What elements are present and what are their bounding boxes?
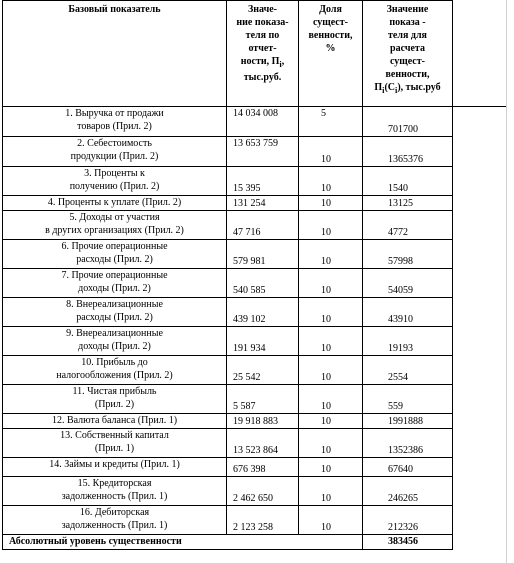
share-cell: 10 [299, 298, 363, 327]
empty-cell [453, 385, 507, 414]
table-row [3, 327, 507, 356]
total-label: Абсолютный уровень существенности [3, 535, 363, 550]
empty-cell [453, 414, 507, 429]
calc-value-cell: 246265 [363, 477, 453, 506]
indicator-name-line: продукции (Прил. 2) [70, 151, 159, 162]
header-empty [453, 1, 507, 107]
share-cell: 10 [299, 458, 363, 477]
indicator-name-line: 9. Внереализационные [66, 328, 163, 339]
indicator-name-line: (Прил. 1) [94, 443, 135, 454]
total-row [3, 535, 507, 550]
report-value-cell: 191 934 [227, 327, 299, 356]
empty-cell [453, 458, 507, 477]
indicator-name-cell [3, 240, 227, 269]
indicator-name-line: 12. Валюта баланса (Прил. 1) [51, 415, 178, 426]
header-row [3, 1, 507, 107]
indicator-name-line: 6. Прочие операционные [61, 241, 168, 252]
indicator-name-line: товаров (Прил. 2) [77, 121, 152, 132]
calc-value-cell: 67640 [363, 458, 453, 477]
indicator-name-line: доходы (Прил. 2) [78, 283, 151, 294]
calc-value-cell: 2554 [363, 356, 453, 385]
indicator-name-cell [3, 196, 227, 211]
materiality-table [2, 0, 507, 550]
report-value-cell: 19 918 883 [227, 414, 299, 429]
empty-cell [453, 356, 507, 385]
report-value-cell: 15 395 [227, 167, 299, 196]
share-cell: 10 [299, 385, 363, 414]
table-row [3, 458, 507, 477]
empty-cell [453, 429, 507, 458]
table-row [3, 137, 507, 167]
share-cell: 10 [299, 356, 363, 385]
sheet-grid-edge [506, 0, 514, 563]
table-row [3, 196, 507, 211]
indicator-name-cell [3, 137, 227, 167]
calc-value-cell: 13125 [363, 196, 453, 211]
indicator-name-line: 4. Проценты к уплате (Прил. 2) [47, 197, 182, 208]
table-row [3, 385, 507, 414]
indicator-name-cell [3, 269, 227, 298]
table-row [3, 477, 507, 506]
indicator-name-cell [3, 477, 227, 506]
indicator-name-cell [3, 327, 227, 356]
share-cell: 10 [299, 429, 363, 458]
indicator-name-line: налогообложения (Прил. 2) [56, 370, 173, 381]
report-value-cell: 540 585 [227, 269, 299, 298]
empty-cell [453, 535, 507, 550]
calc-value-cell: 54059 [363, 269, 453, 298]
indicator-name-line: 16. Дебиторская [79, 507, 150, 518]
calc-value-cell: 43910 [363, 298, 453, 327]
calc-value-cell: 701700 [363, 107, 453, 137]
table-row [3, 240, 507, 269]
empty-cell [453, 107, 507, 137]
indicator-name-cell [3, 211, 227, 240]
report-value-cell: 579 981 [227, 240, 299, 269]
empty-cell [453, 167, 507, 196]
empty-cell [453, 298, 507, 327]
indicator-name-line: 11. Чистая прибыль [72, 386, 157, 397]
indicator-name-line: расходы (Прил. 2) [76, 312, 153, 323]
share-cell: 10 [299, 269, 363, 298]
empty-cell [453, 240, 507, 269]
report-value-cell: 2 462 650 [227, 477, 299, 506]
calc-value-cell: 1365376 [363, 137, 453, 167]
table-row [3, 107, 507, 137]
report-value-cell: 676 398 [227, 458, 299, 477]
report-value-cell: 2 123 258 [227, 506, 299, 535]
table-row [3, 298, 507, 327]
indicator-name-line: 8. Внереализационные [66, 299, 163, 310]
share-cell: 10 [299, 240, 363, 269]
indicator-name-cell [3, 458, 227, 477]
report-value-cell: 14 034 008 [227, 107, 299, 137]
table-row [3, 167, 507, 196]
empty-cell [453, 211, 507, 240]
indicator-name-line: 10. Прибыль до [81, 357, 148, 368]
calc-value-cell: 559 [363, 385, 453, 414]
calc-value-cell: 1352386 [363, 429, 453, 458]
empty-cell [453, 196, 507, 211]
share-cell: 10 [299, 327, 363, 356]
indicator-name-line: 13. Собственный капитал [60, 430, 169, 441]
report-value-cell: 47 716 [227, 211, 299, 240]
indicator-name-cell [3, 429, 227, 458]
indicator-name-line: 2. Себестоимость [77, 138, 152, 149]
share-cell: 10 [299, 477, 363, 506]
calc-value-cell: 1540 [363, 167, 453, 196]
share-cell: 10 [299, 167, 363, 196]
report-value-cell: 13 653 759 [227, 137, 299, 167]
header-report-value: Значе- ние показа- теля по отчет- ности, $П_i$, тыс.руб. [227, 1, 299, 107]
share-cell: 10 [299, 196, 363, 211]
total-value: 383456 [363, 535, 453, 550]
header-base-indicator: Базовый показатель [3, 1, 227, 107]
table-row [3, 269, 507, 298]
indicator-name-line: 15. Кредиторская [77, 478, 152, 489]
indicator-name-line: 7. Прочие операционные [61, 270, 168, 281]
calc-value-cell: 57998 [363, 240, 453, 269]
report-value-cell: 5 587 [227, 385, 299, 414]
indicator-name-line: в других организациях (Прил. 2) [45, 225, 184, 236]
indicator-name-line: задолженность (Прил. 1) [61, 491, 168, 502]
indicator-name-line: задолженность (Прил. 1) [61, 520, 168, 531]
empty-cell [453, 269, 507, 298]
indicator-name-cell [3, 107, 227, 137]
indicator-name-line: получению (Прил. 2) [69, 181, 160, 192]
indicator-name-line: 5. Доходы от участия [69, 212, 160, 223]
table-row [3, 211, 507, 240]
indicator-name-line: расходы (Прил. 2) [76, 254, 153, 265]
indicator-name-cell [3, 167, 227, 196]
report-value-cell: 25 542 [227, 356, 299, 385]
indicator-name-line: 1. Выручка от продажи [65, 108, 164, 119]
indicator-name-cell [3, 356, 227, 385]
share-cell: 5 [299, 107, 363, 137]
header-calc-value: Значение показа - теля для расчета сущест- венности, $П_i(C_i)$, тыс.руб [363, 1, 453, 107]
report-value-cell: 13 523 864 [227, 429, 299, 458]
indicator-name-cell [3, 414, 227, 429]
share-cell: 10 [299, 414, 363, 429]
report-value-cell: 131 254 [227, 196, 299, 211]
indicator-name-line: 3. Проценты к [84, 168, 145, 179]
calc-value-cell: 19193 [363, 327, 453, 356]
table-row [3, 356, 507, 385]
report-value-cell: 439 102 [227, 298, 299, 327]
indicator-name-cell [3, 385, 227, 414]
empty-cell [453, 137, 507, 167]
indicator-name-line: доходы (Прил. 2) [78, 341, 151, 352]
header-materiality-share: Доля сущест- венности, % [299, 1, 363, 107]
calc-value-cell: 212326 [363, 506, 453, 535]
indicator-name-line: (Прил. 2) [94, 399, 135, 410]
table-row [3, 506, 507, 535]
empty-cell [453, 477, 507, 506]
indicator-name-cell [3, 506, 227, 535]
table-row [3, 429, 507, 458]
indicator-name-line: 14. Займы и кредиты (Прил. 1) [49, 459, 180, 470]
calc-value-cell: 4772 [363, 211, 453, 240]
indicator-name-cell [3, 298, 227, 327]
share-cell: 10 [299, 211, 363, 240]
empty-cell [453, 327, 507, 356]
share-cell: 10 [299, 137, 363, 167]
share-cell: 10 [299, 506, 363, 535]
empty-cell [453, 506, 507, 535]
calc-value-cell: 1991888 [363, 414, 453, 429]
table-row [3, 414, 507, 429]
